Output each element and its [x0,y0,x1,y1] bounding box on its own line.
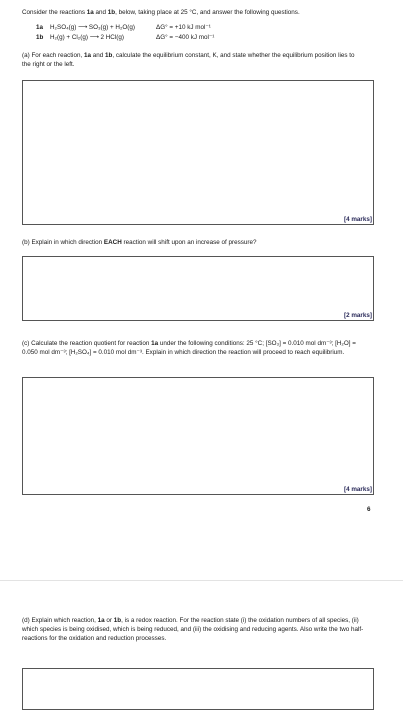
question-bold: 1b [104,52,113,59]
question-b [22,238,364,247]
intro-text-part: and [93,9,108,16]
question-text: (c) Calculate the reaction quotient for reaction [22,340,152,347]
question-text: (b) Explain in which direction [22,239,104,246]
question-bold: 1a [97,617,105,624]
page-divider [0,580,403,581]
question-bold: EACH [103,239,122,246]
page-number: 6 [367,506,371,513]
reaction-1b [36,33,214,42]
question-bold: 1a [83,52,91,59]
question-text: under the following conditions: 25 °C; [SO₃] = 0.010 mol dm⁻³; [H₂O] = 0.050 mol dm⁻³; [H₂SO₄] = 0.010 mol dm⁻³. Explain in which direction the reaction will proceed to reach equilibrium. [22,340,356,357]
question-c [22,339,364,357]
question-d [22,616,364,643]
intro-reaction-1b: 1b [107,9,116,16]
question-text: reaction will shift upon an increase of pressure? [121,239,257,246]
marks-a: [4 marks] [343,216,372,223]
question-text: (a) For each reaction, [22,52,84,59]
intro-text-part: , below, taking place at 25 °C, and answer the following questions. [115,9,300,16]
reaction-gibbs-energy: ΔG° = +10 kJ mol⁻¹ [156,24,211,31]
reaction-label: 1a [36,24,44,31]
reaction-label: 1b [36,34,44,41]
reaction-equation: H₂SO₄(g) ⟶ SO₃(g) + H₂O(g) [50,24,136,31]
marks-b: [2 marks] [343,312,372,319]
answer-box-c[interactable] [22,377,374,495]
question-text: (d) Explain which reaction, [22,617,98,624]
intro-text [22,8,382,17]
reaction-1a [36,23,211,32]
marks-c: [4 marks] [343,486,372,493]
question-a [22,51,364,69]
reaction-gibbs-energy: ΔG° = −400 kJ mol⁻¹ [156,34,215,41]
question-text: , is a redox reaction. For the reaction state (i) the oxidation numbers of all species, (ii) which species is being oxidised, which is being reduced, and (iii) the oxidising and reducing agents. Also write the two half-reactions for the oxidation and reduction processes. [22,617,364,643]
intro-reaction-1a: 1a [86,9,94,16]
intro-text-part: Consider the reactions [22,9,87,16]
question-text: and [90,52,105,59]
reaction-equation: H₂(g) + Cl₂(g) ⟶ 2 HCl(g) [50,34,124,41]
answer-box-a[interactable] [22,80,374,225]
answer-box-d[interactable] [22,668,374,710]
question-bold: 1b [113,617,122,624]
question-bold: 1a [151,340,159,347]
question-text: or [104,617,114,624]
question-text: , calculate the equilibrium constant, K, and state whether the equilibrium position lies to the right or the left. [22,52,355,69]
